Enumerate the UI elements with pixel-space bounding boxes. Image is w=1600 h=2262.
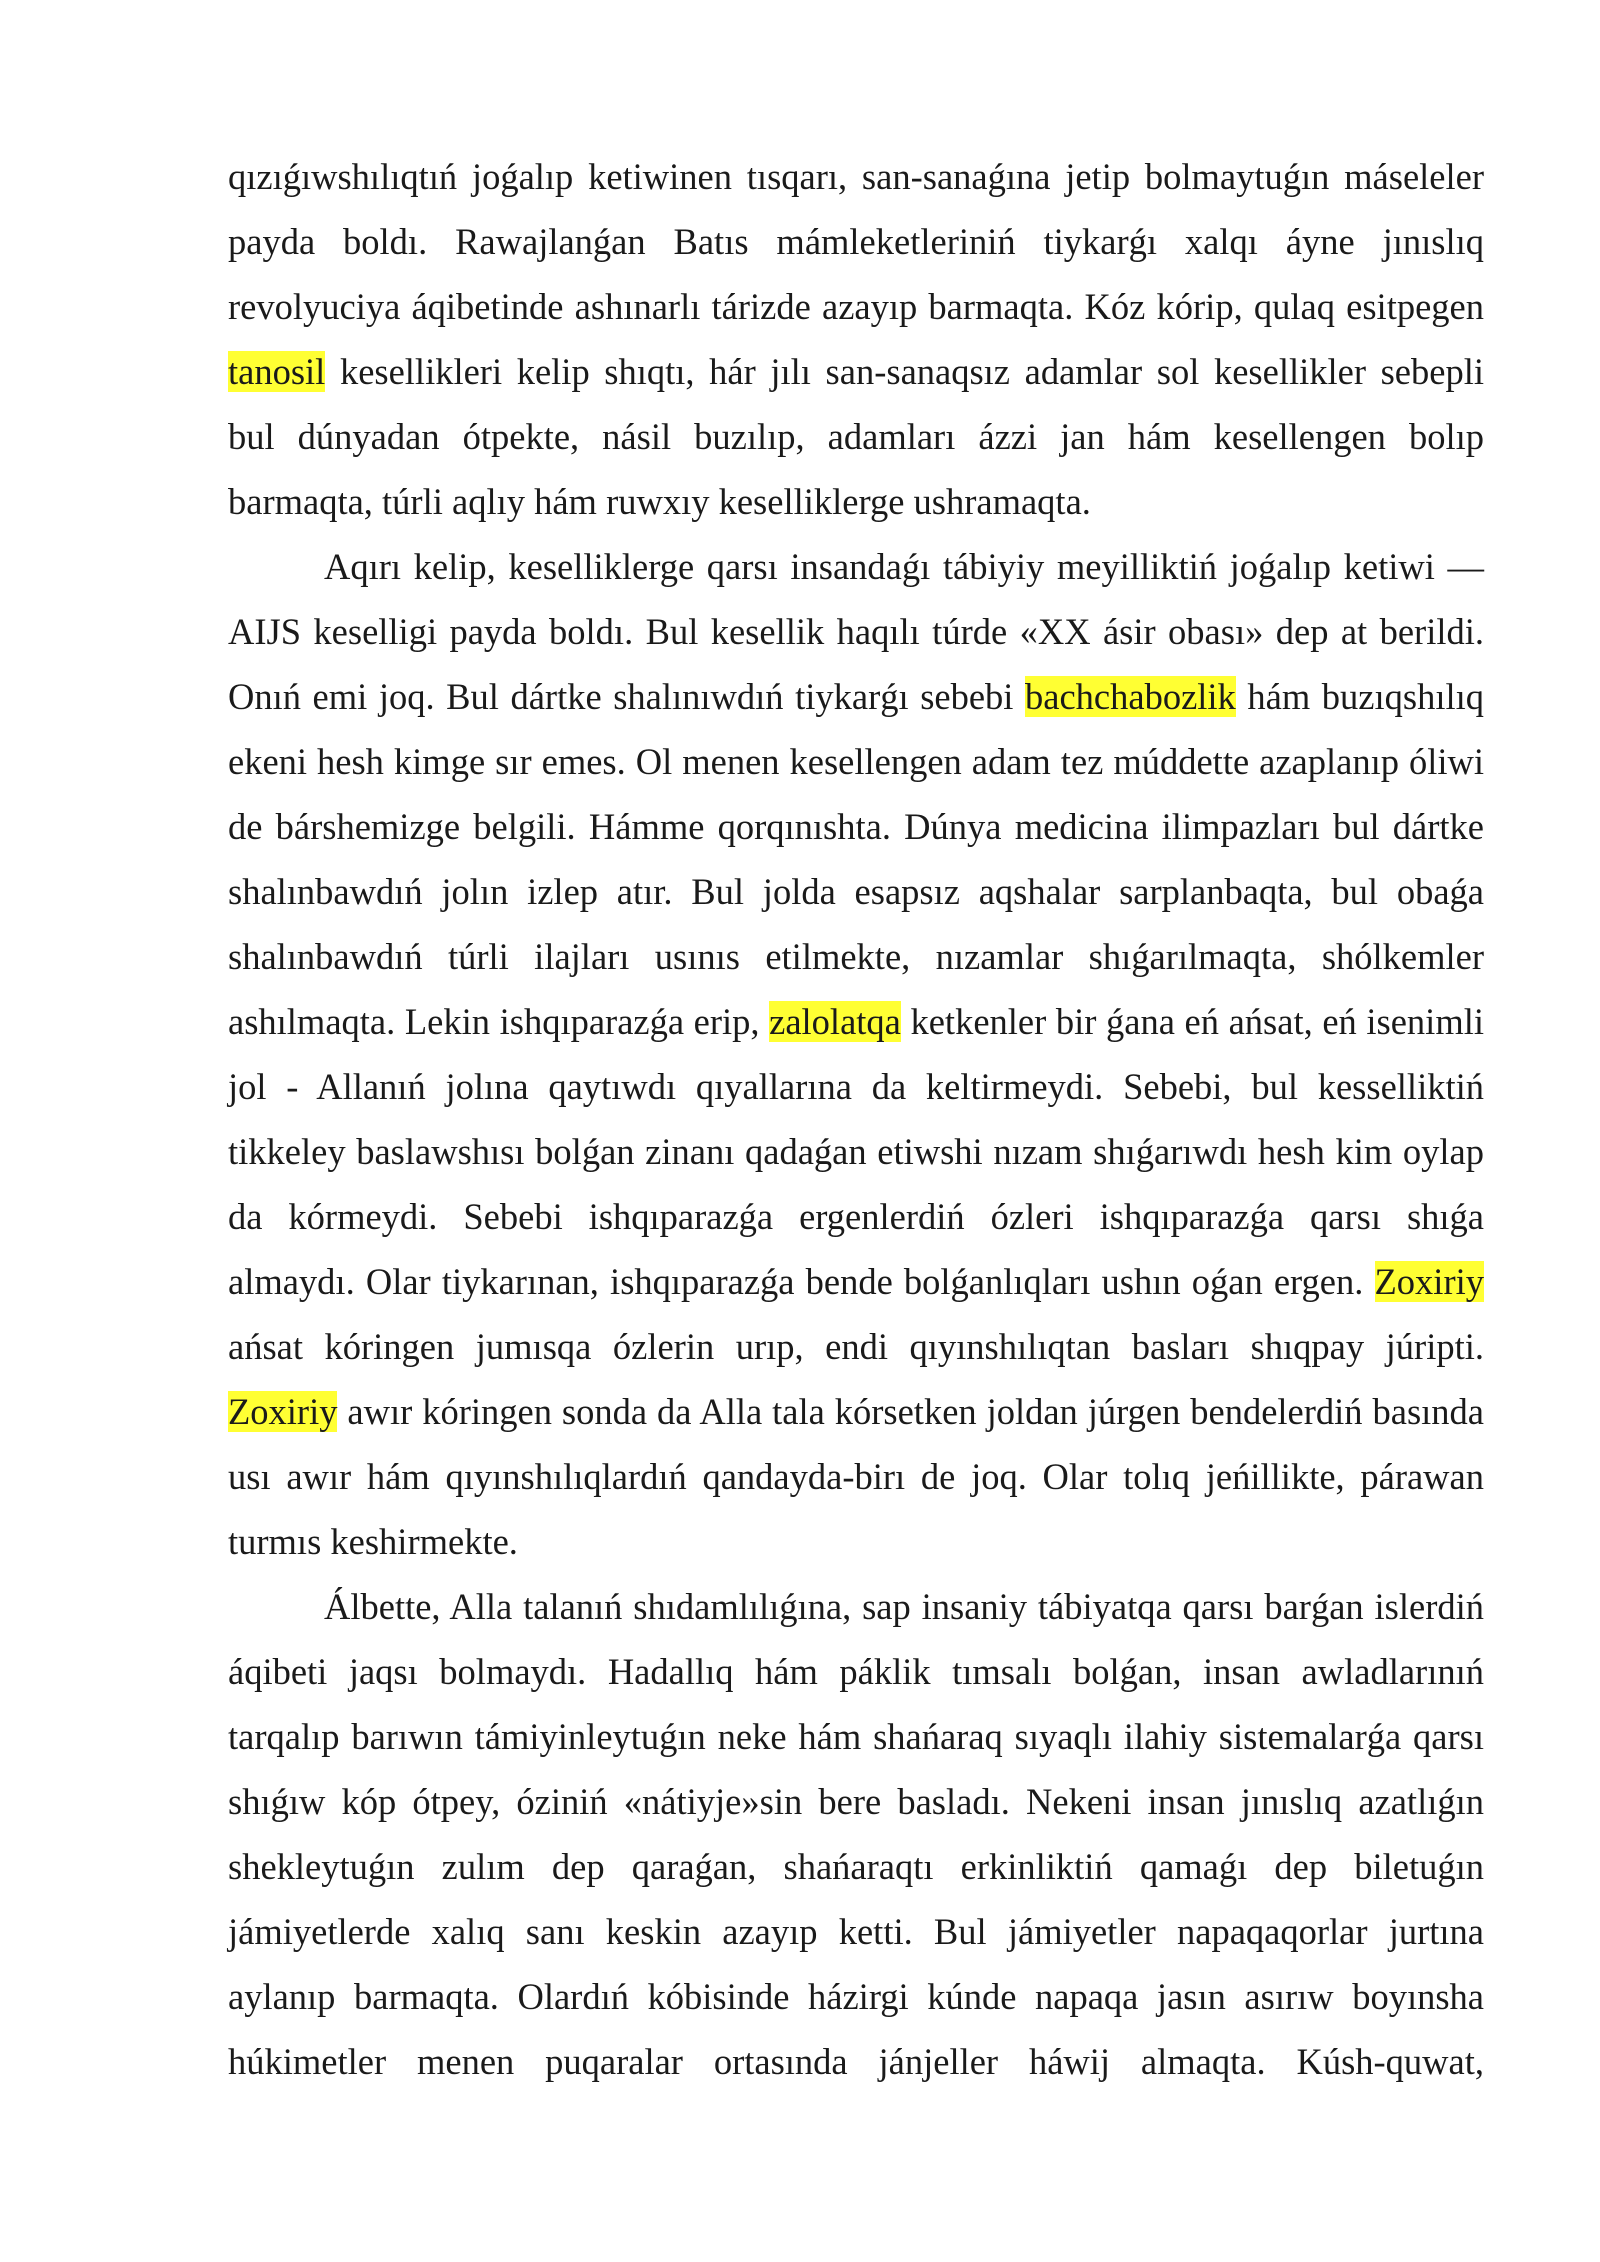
highlighted-word: zalolatqa — [769, 1001, 901, 1042]
text-run: hám buzıqshılıq ekeni hesh kimge sır emes. Ol menen kesellengen adam tez múddette azaplanıp óliwi de bárshemizge belgili. Hámme qorqınıshta. Dúnya medicina ilimpazları bul dártke shalınbawdıń jolın izlep atır. Bul jolda esapsız aqshalar sarplanbaqta, bul obaǵa shalınbawdıń túrli ilajları usınıs etilmekte, nızamlar shıǵarılmaqta, shólkemler ashılmaqta. Lekin ishqıparazǵa erip, — [228, 676, 1484, 1042]
highlighted-word: tanosil — [228, 351, 326, 392]
text-run: kesellikleri kelip shıqtı, hár jılı san-sanaqsız adamlar sol kesellikler sebepli bul dúnyadan ótpekte, násil buzılıp, adamları ázzi jan hám kesellengen bolıp barmaqta, túrli aqlıy hám ruwxıy keselliklerge ushramaqta. — [228, 351, 1484, 522]
text-run: Álbette, Alla talanıń shıdamlılıǵına, sap insaniy tábiyatqa qarsı barǵan islerdiń áqibeti jaqsı bolmaydı. Hadallıq hám páklik tımsalı bolǵan, insan awladlarınıń tarqalıp barıwın támiyinleytuǵın neke hám shańaraq sıyaqlı ilahiy sistemalarǵa qarsı shıǵıw kóp ótpey, óziniń «nátiyje»sin bere basladı. Nekeni insan jınıslıq azatlıǵın shekleytuǵın zulım dep qaraǵan, shańaraqtı erkinliktiń qamaǵı dep biletuǵın jámiyetlerde xalıq sanı keskin azayıp ketti. Bul jámiyetler napaqaqorlar jurtına aylanıp barmaqta. Olardıń kóbisinde házirgi kúnde napaqa jasın asırıw boyınsha húkimetler menen puqaralar ortasında jánjeller háwij almaqta. Kúsh-quwat, — [228, 1586, 1484, 2082]
paragraph-1 — [228, 144, 1484, 534]
text-run: qızıǵıwshılıqtıń joǵalıp ketiwinen tısqarı, san-sanaǵına jetip bolmaytuǵın máseleler payda boldı. Rawajlanǵan Batıs mámleketleriniń tiykarǵı xalqı áyne jınıslıq revolyuciya áqibetinde ashınarlı tárizde azayıp barmaqta. Kóz kórip, qulaq esitpegen — [228, 156, 1484, 327]
highlighted-word: Zoxiriy — [1374, 1261, 1484, 1302]
text-run: ańsat kóringen jumısqa ózlerin urıp, endi qıyınshılıqtan basları shıqpay júripti. — [228, 1326, 1484, 1367]
text-run: awır kóringen sonda da Alla tala kórsetken joldan júrgen bendelerdiń basında usı awır hám qıyınshılıqlardıń qandayda-birı de joq. Olar tolıq jeńillikte, párawan turmıs keshirmekte. — [228, 1391, 1484, 1562]
paragraph-2 — [228, 534, 1484, 1574]
text-run: Aqırı kelip, keselliklerge qarsı insandaǵı tábiyiy meyilliktiń joǵalıp ketiwi — AIJS keselligi payda boldı. Bul kesellik haqılı túrde «XX ásir obası» dep at berildi. Onıń emi joq. Bul dártke shalınıwdıń tiykarǵı sebebi — [228, 546, 1484, 717]
text-run: ketkenler bir ǵana eń ańsat, eń isenimli jol - Allanıń jolına qaytıwdı qıyallarına da keltirmeydi. Sebebi, bul kesselliktiń tikkeley baslawshısı bolǵan zinanı qadaǵan etiwshi nızam shıǵarıwdı hesh kim oylap da kórmeydi. Sebebi ishqıparazǵa ergenlerdiń ózleri ishqıparazǵa qarsı shıǵa almaydı. Olar tiykarınan, ishqıparazǵa bende bolǵanlıqları ushın oǵan ergen. — [228, 1001, 1484, 1302]
document-body — [228, 144, 1484, 2094]
paragraph-3 — [228, 1574, 1484, 2094]
highlighted-word: Zoxiriy — [228, 1391, 338, 1432]
highlighted-word: bachchabozlik — [1025, 676, 1236, 717]
